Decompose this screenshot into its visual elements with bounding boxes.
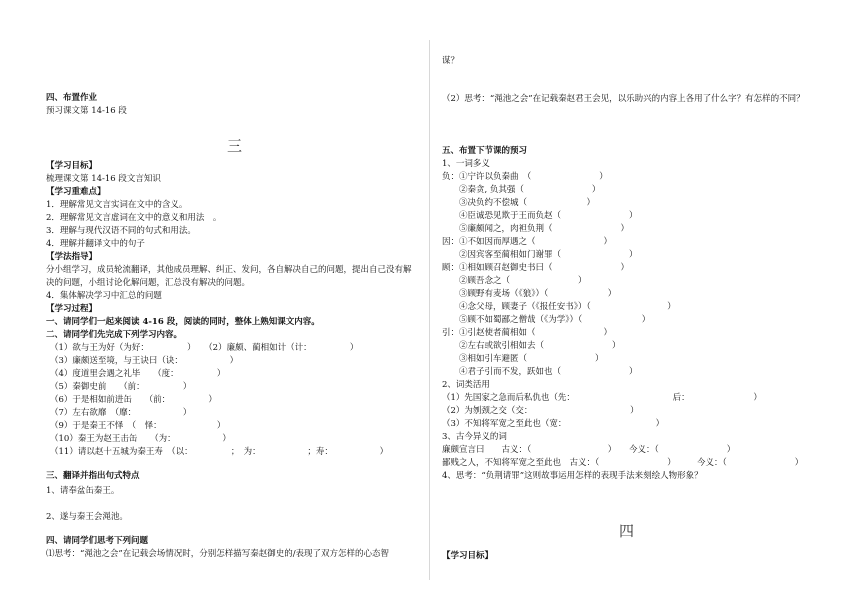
section-heading: 四、请同学们思考下列问题 <box>46 536 149 546</box>
section-heading: 【学习目标】 <box>442 551 494 561</box>
section-heading: 【学习目标】 <box>46 161 98 171</box>
text-line: 1、请奉盆缶秦王。 <box>46 486 120 496</box>
text-line: 4．理解并翻译文中的句子 <box>46 239 145 249</box>
text-line: （9）于是秦王不怿 （ 怿： ） <box>50 421 226 431</box>
text-line: ⑴思考：“渑池之会”在记载会场情况时，分别怎样描写秦赵御史的/表现了双方怎样的心态智 <box>46 549 390 559</box>
text-line: 2、遂与秦王会渑池。 <box>46 512 128 522</box>
text-line: （2）为刎颈之交（交： ） <box>442 406 639 416</box>
text-line: ③决负约不偿城（ ） <box>442 198 596 208</box>
text-line: ④臣诚恐见欺于王而负赵（ ） <box>442 211 638 221</box>
text-line: ⑤廉颇闻之，肉袒负荆（ ） <box>442 224 630 234</box>
section-heading: 四、布置作业 <box>46 93 98 103</box>
text-line: （11）请以赵十五城为秦王寿 （以： ； 为： ；寿： ） <box>50 447 389 457</box>
text-line: 预习课文第 14-16 段 <box>46 106 127 116</box>
text-line: 4、思考：“负荆请罪”这则故事运用怎样的表现手法来刻绘人物形象？ <box>442 471 703 481</box>
text-line: （10）秦王为赵王击缶 （为： ） <box>50 434 231 444</box>
text-line: （4）度道里会遇之礼毕 （度： ） <box>50 369 226 379</box>
section-heading: 一、请同学们一起来阅读 4-16 段，阅读的同时，整体上熟知课文内容。 <box>46 317 320 327</box>
section-number: 三 <box>227 137 243 155</box>
text-line: （6）于是相如前进缶 （前： ） <box>50 395 217 405</box>
text-line: 3、古今异义的词 <box>442 432 507 442</box>
text-line: 顾：①相如顾召赵御史书曰（ ） <box>442 263 630 273</box>
text-line: ③顾野有麦场（《狼》）（ ） <box>442 289 617 299</box>
section-heading: 五、布置下节课的预习 <box>442 146 528 156</box>
text-line: 1、一词多义 <box>442 159 490 169</box>
text-line: ②因宾客至蔺相如门谢罪（ ） <box>442 250 638 260</box>
text-line: （1）先国家之急而后私仇也（先： 后： ） <box>442 393 762 403</box>
text-line: （2）思考：“渑池之会”在记载秦赵君王会见，以乐助兴的内容上各用了什么字？有怎样的不同？ <box>442 94 805 104</box>
text-line: 1．理解常见文言实词在文中的含义。 <box>46 200 188 210</box>
section-heading: 【学习重难点】 <box>46 187 106 197</box>
text-line: （1）欲与王为好（为好： ） （2）廉颇、蔺相如计（计： ） <box>50 343 359 353</box>
text-line: ④念父母，顾妻子（《报任安书》）（ ） <box>442 302 676 312</box>
text-line: 2、词类活用 <box>442 380 490 390</box>
text-line: （3）廉颇送至境，与王诀曰（诀： ） <box>50 356 239 366</box>
text-line: ②左右或欲引相如去（ ） <box>442 341 621 351</box>
text-line: 梳理课文第 14-16 段文言知识 <box>46 174 161 184</box>
text-line: ④君子引而不发，跃如也（ ） <box>442 367 638 377</box>
text-line: 4．集体解决学习中汇总的问题 <box>46 291 162 301</box>
text-line: 鄙贱之人，不知将军宽之至此也 古义：（ ） 今义：（ ） <box>442 458 804 468</box>
text-line: 决的问题，小组讨论化解问题，汇总没有解决的问题。 <box>46 278 251 288</box>
column-divider <box>429 40 430 580</box>
section-heading: 二、请同学们先完成下列学习内容。 <box>46 330 183 340</box>
text-line: 谋？ <box>442 56 460 66</box>
section-heading: 【学习过程】 <box>46 304 98 314</box>
text-line: ⑤顾不如蜀鄙之僧哉（《为学》）（ ） <box>442 315 651 325</box>
section-heading: 三、翻译并指出句式特点 <box>46 471 140 481</box>
text-line: （7）左右欲靡 （靡： ） <box>50 408 192 418</box>
text-line: 引：①引赵使者蔺相如（ ） <box>442 328 613 338</box>
text-line: ②秦贪, 负其强（ ） <box>442 185 601 195</box>
text-line: 廉颇宣言曰 古义：（ ） 今义：（ ） <box>442 445 736 455</box>
text-line: ③相如引车避匿（ ） <box>442 354 604 364</box>
text-line: 负：①宁许以负秦曲 （ ） <box>442 172 608 182</box>
section-heading: 【学法指导】 <box>46 252 98 262</box>
text-line: 分小组学习，成员轮流翻译，其他成员理解、纠正、发问，各自解决自己的问题，提出自己没有解 <box>46 265 412 275</box>
text-line: （3）不知将军宽之至此也（宽： ） <box>442 419 665 429</box>
text-line: （5）秦御史前 （前： ） <box>50 382 192 392</box>
text-line: 3．理解与现代汉语不同的句式和用法。 <box>46 226 196 236</box>
text-line: ②顾吾念之（ ） <box>442 276 587 286</box>
section-number: 四 <box>619 522 635 540</box>
text-line: 因：①不如因而厚遇之（ ） <box>442 237 613 247</box>
text-line: 2．理解常见文言虚词在文中的意义和用法 。 <box>46 213 222 223</box>
